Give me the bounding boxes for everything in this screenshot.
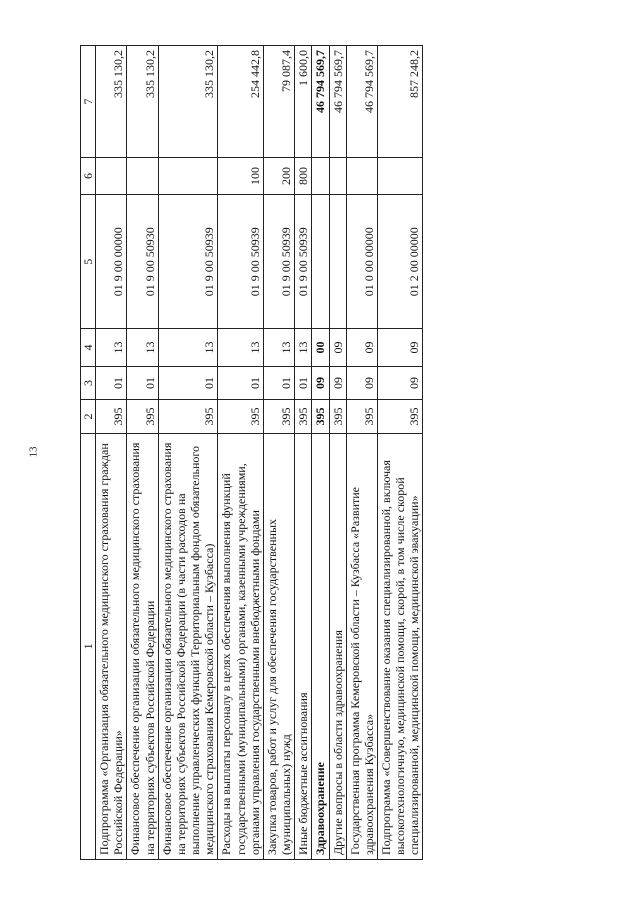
row-code-ministry: 395 bbox=[263, 400, 294, 434]
header-cell-2: 2 bbox=[81, 400, 96, 434]
row-code-ministry: 395 bbox=[158, 400, 218, 434]
row-code-ministry: 395 bbox=[377, 400, 422, 434]
row-code-target: 01 9 00 50939 bbox=[263, 195, 294, 329]
row-code-subsection: 00 bbox=[312, 329, 329, 366]
row-code-type bbox=[329, 157, 346, 194]
header-cell-5: 5 bbox=[81, 195, 96, 329]
header-cell-3: 3 bbox=[81, 366, 96, 400]
row-code-ministry: 395 bbox=[312, 400, 329, 434]
table-row bbox=[218, 46, 263, 860]
row-amount: 46 794 569,7 bbox=[329, 46, 346, 158]
table-row bbox=[329, 46, 346, 860]
table-row bbox=[377, 46, 422, 860]
table-row bbox=[263, 46, 294, 860]
row-amount: 335 130,2 bbox=[96, 46, 127, 158]
row-code-subsection: 09 bbox=[377, 329, 422, 366]
page-number: 13 bbox=[27, 446, 40, 458]
header-row bbox=[81, 46, 96, 860]
row-name: Государственная программа Кемеровской области – Кузбасса «Развитие здравоохранения Кузбасса» bbox=[346, 433, 377, 859]
budget-table bbox=[80, 45, 423, 860]
row-code-ministry: 395 bbox=[329, 400, 346, 434]
table-row bbox=[312, 46, 329, 860]
row-code-type bbox=[346, 157, 377, 194]
table-row bbox=[158, 46, 218, 860]
row-name: Расходы на выплаты персоналу в целях обеспечения выполнения функций государственными (муниципальными) органами, казенными учреждениями, органами управления государственными внебюджетными фондами bbox=[218, 433, 263, 859]
row-code-ministry: 395 bbox=[295, 400, 312, 434]
row-code-target: 01 9 00 00000 bbox=[96, 195, 127, 329]
row-amount: 335 130,2 bbox=[158, 46, 218, 158]
table-container bbox=[80, 45, 560, 860]
row-amount: 1 600,0 bbox=[295, 46, 312, 158]
row-code-subsection: 09 bbox=[346, 329, 377, 366]
row-code-ministry: 395 bbox=[127, 400, 158, 434]
row-amount: 46 794 569,7 bbox=[346, 46, 377, 158]
rotated-sheet bbox=[80, 45, 560, 860]
row-code-type: 200 bbox=[263, 157, 294, 194]
row-code-subsection: 13 bbox=[218, 329, 263, 366]
table-row bbox=[96, 46, 127, 860]
row-code-type bbox=[312, 157, 329, 194]
row-code-section: 01 bbox=[158, 366, 218, 400]
header-cell-4: 4 bbox=[81, 329, 96, 366]
row-code-subsection: 13 bbox=[158, 329, 218, 366]
row-name: Финансовое обеспечение организации обязательного медицинского страхования на территориях субъектов Российской Федерации bbox=[127, 433, 158, 859]
row-code-target bbox=[329, 195, 346, 329]
row-amount: 46 794 569,7 bbox=[312, 46, 329, 158]
row-code-ministry: 395 bbox=[346, 400, 377, 434]
row-name: Финансовое обеспечение организации обязательного медицинского страхования на территориях субъектов Российской Федерации (в части расходов на выполнение управленческих функций Территориальным фондом обязательного медицинского страхования Кемеровской области – Кузбасса) bbox=[158, 433, 218, 859]
row-code-target: 01 0 00 00000 bbox=[346, 195, 377, 329]
row-code-type: 100 bbox=[218, 157, 263, 194]
header-cell-1: 1 bbox=[81, 433, 96, 859]
row-code-section: 09 bbox=[377, 366, 422, 400]
row-code-target: 01 9 00 50939 bbox=[218, 195, 263, 329]
row-code-subsection: 13 bbox=[295, 329, 312, 366]
row-code-target: 01 9 00 50939 bbox=[158, 195, 218, 329]
row-code-section: 09 bbox=[346, 366, 377, 400]
row-code-type bbox=[158, 157, 218, 194]
row-name: Закупка товаров, работ и услуг для обеспечения государственных (муниципальных) нужд bbox=[263, 433, 294, 859]
row-code-target: 01 2 00 00000 bbox=[377, 195, 422, 329]
row-amount: 79 087,4 bbox=[263, 46, 294, 158]
row-name: Подпрограмма «Организация обязательного медицинского страхования граждан Российской Федерации» bbox=[96, 433, 127, 859]
row-code-section: 09 bbox=[329, 366, 346, 400]
row-code-target: 01 9 00 50939 bbox=[295, 195, 312, 329]
table-row bbox=[127, 46, 158, 860]
table-row bbox=[295, 46, 312, 860]
row-code-ministry: 395 bbox=[218, 400, 263, 434]
row-code-section: 01 bbox=[96, 366, 127, 400]
row-code-ministry: 395 bbox=[96, 400, 127, 434]
row-code-section: 01 bbox=[295, 366, 312, 400]
row-code-subsection: 13 bbox=[96, 329, 127, 366]
header-cell-7: 7 bbox=[81, 46, 96, 158]
row-amount: 335 130,2 bbox=[127, 46, 158, 158]
row-code-subsection: 09 bbox=[329, 329, 346, 366]
row-code-section: 01 bbox=[127, 366, 158, 400]
row-code-subsection: 13 bbox=[263, 329, 294, 366]
row-name: Другие вопросы в области здравоохранения bbox=[329, 433, 346, 859]
row-code-type bbox=[96, 157, 127, 194]
table-row bbox=[346, 46, 377, 860]
header-cell-6: 6 bbox=[81, 157, 96, 194]
row-code-type: 800 bbox=[295, 157, 312, 194]
row-name: Здравоохранение bbox=[312, 433, 329, 859]
row-code-section: 01 bbox=[218, 366, 263, 400]
row-code-section: 09 bbox=[312, 366, 329, 400]
row-name: Иные бюджетные ассигнования bbox=[295, 433, 312, 859]
row-amount: 254 442,8 bbox=[218, 46, 263, 158]
row-code-target bbox=[312, 195, 329, 329]
row-code-subsection: 13 bbox=[127, 329, 158, 366]
row-name: Подпрограмма «Совершенствование оказания специализированной, включая высокотехнологичную, медицинской помощи, скорой, в том числе скорой специализированной, медицинской помощи, медицинской эвакуации» bbox=[377, 433, 422, 859]
row-code-type bbox=[127, 157, 158, 194]
row-amount: 857 248,2 bbox=[377, 46, 422, 158]
row-code-target: 01 9 00 50930 bbox=[127, 195, 158, 329]
row-code-section: 01 bbox=[263, 366, 294, 400]
row-code-type bbox=[377, 157, 422, 194]
